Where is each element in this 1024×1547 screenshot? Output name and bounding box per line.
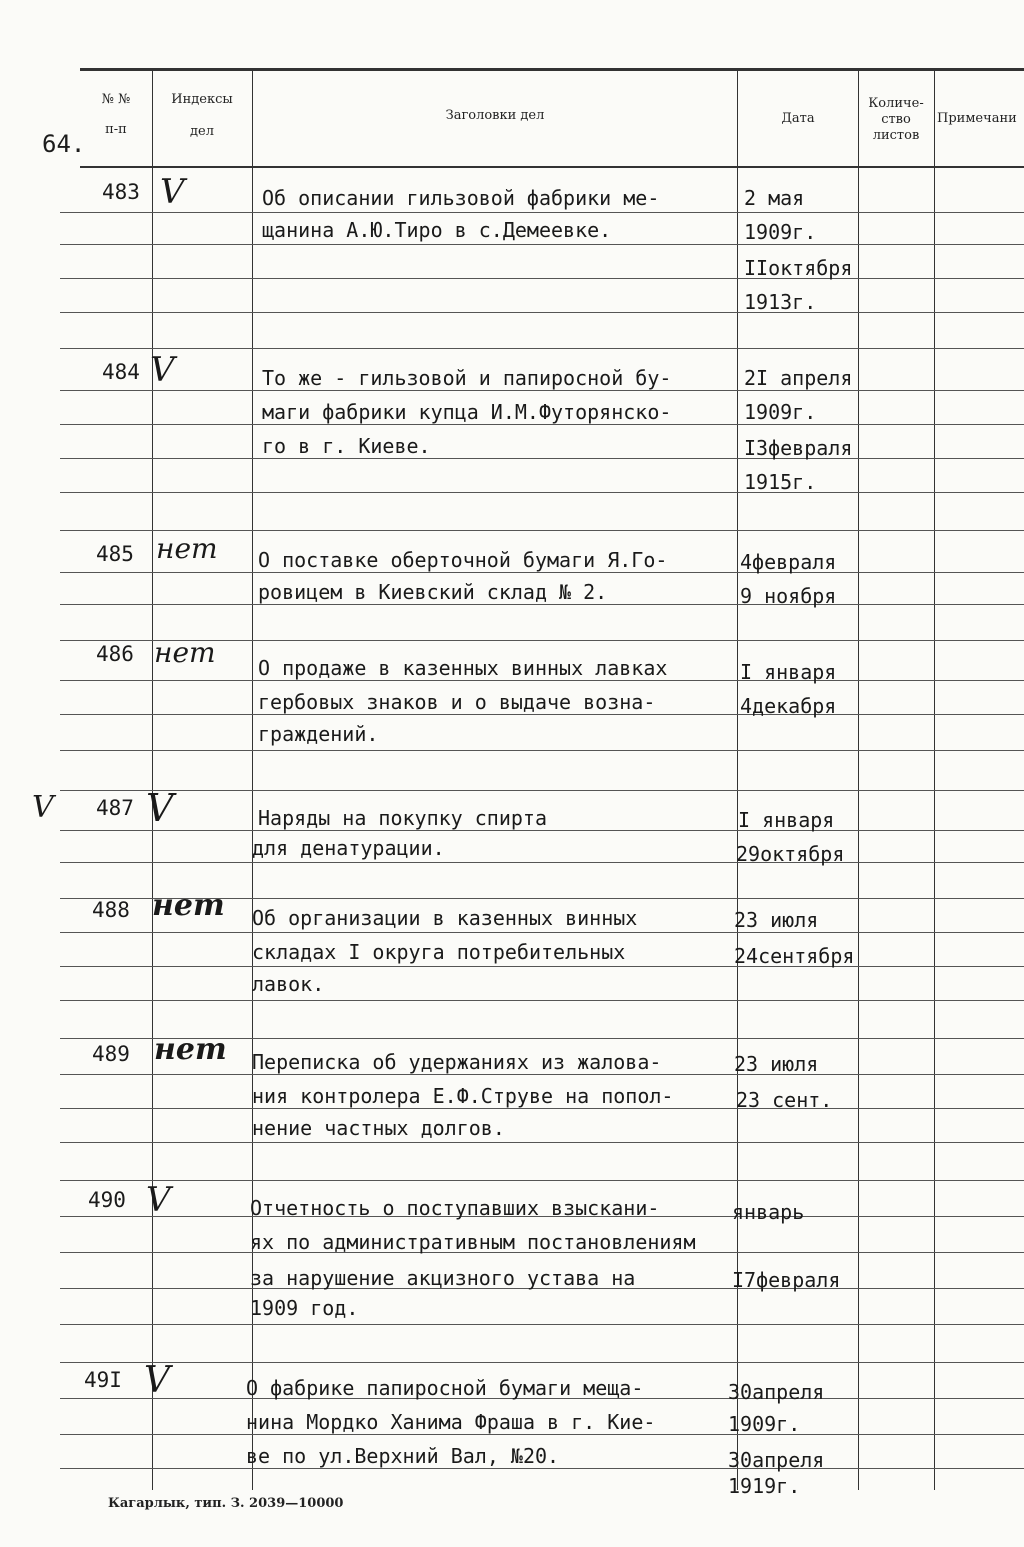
row-485-date-2: 9 ноября — [740, 584, 837, 608]
header-count-label-3: листов — [872, 128, 920, 143]
row-491-date-3: 30апреля — [728, 1448, 825, 1472]
row-485-date-1: 4февраля — [740, 550, 837, 574]
ledger-line — [60, 790, 1024, 791]
header-count-label-1: Количе- — [868, 96, 924, 111]
row-484-date-3: I3февраля — [744, 436, 853, 460]
row-488-date-1: 23 июля — [734, 908, 819, 932]
ledger-line — [60, 492, 1024, 493]
ledger-line — [60, 1074, 1024, 1075]
row-491-index-mark: V — [144, 1360, 170, 1401]
col-sep-4 — [858, 70, 859, 1490]
row-484-title-line-1: То же - гильзовой и папиросной бу- — [262, 366, 672, 390]
row-483-index-mark: V — [160, 172, 185, 212]
row-487-index-mark: V — [146, 786, 174, 830]
row-483-number: 483 — [102, 180, 140, 204]
header-index-sub: дел — [190, 124, 214, 139]
ledger-line — [60, 390, 1024, 391]
row-483-title-line-1: Об описании гильзовой фабрики ме- — [262, 186, 660, 210]
page-number: 64. — [42, 130, 86, 158]
header-top-rule — [80, 68, 1024, 71]
ledger-line — [60, 312, 1024, 313]
row-485-index-mark: нет — [156, 532, 218, 565]
row-486-date-2: 4декабря — [740, 694, 837, 718]
row-483-date-3: IIоктября — [744, 256, 853, 280]
margin-check-mark: V — [32, 790, 54, 825]
ledger-line — [60, 862, 1024, 863]
ledger-line — [60, 244, 1024, 245]
header-count-label-2: ство — [881, 112, 911, 127]
ledger-line — [60, 572, 1024, 573]
row-485-title-line-1: О поставке оберточной бумаги Я.Го- — [258, 548, 668, 572]
row-484-date-2: 1909г. — [744, 400, 817, 424]
header-note-label: Примечани — [937, 111, 1017, 126]
row-488-title-line-1: Об организации в казенных винных — [252, 906, 638, 930]
ledger-line — [60, 1362, 1024, 1363]
row-486-title-line-1: О продаже в казенных винных лавках — [258, 656, 668, 680]
row-487-number: 487 — [96, 796, 134, 820]
header-index-label: Индексы — [171, 92, 233, 107]
row-488-number: 488 — [92, 898, 130, 922]
ledger-line — [60, 1142, 1024, 1143]
row-483-date-4: 1913г. — [744, 290, 817, 314]
row-484-title-line-2: маги фабрики купца И.М.Футорянско- — [262, 400, 672, 424]
row-485-title-line-2: ровицем в Киевский склад № 2. — [258, 580, 608, 604]
row-490-date-3: I7февраля — [732, 1268, 841, 1292]
ledger-line — [60, 278, 1024, 279]
ledger-line — [60, 830, 1024, 831]
row-489-date-1: 23 июля — [734, 1052, 819, 1076]
row-484-title-line-3: го в г. Киеве. — [262, 434, 431, 458]
row-484-date-4: 1915г. — [744, 470, 817, 494]
ledger-line — [60, 530, 1024, 531]
ledger-line — [60, 714, 1024, 715]
ledger-line — [60, 424, 1024, 425]
row-491-date-2: 1909г. — [728, 1412, 801, 1436]
row-483-date-1: 2 мая — [744, 186, 805, 210]
row-488-title-line-3: лавок. — [252, 972, 325, 996]
row-489-title-line-2: ния контролера Е.Ф.Струве на попол- — [252, 1084, 674, 1108]
row-487-date-1: I января — [738, 808, 835, 832]
row-486-number: 486 — [96, 642, 134, 666]
row-491-title-line-1: О фабрике папиросной бумаги меща- — [246, 1376, 644, 1400]
printer-imprint: Кагарлык, тип. З. 2039—10000 — [108, 1496, 344, 1511]
row-491-date-4: 1919г. — [728, 1474, 801, 1498]
row-486-date-1: I января — [740, 660, 837, 684]
ledger-line — [60, 966, 1024, 967]
row-484-index-mark: V — [150, 350, 175, 390]
header-title-label: Заголовки дел — [445, 108, 545, 123]
row-486-title-line-2: гербовых знаков и о выдаче возна- — [258, 690, 656, 714]
row-488-index-mark: нет — [152, 888, 225, 923]
row-491-number: 49I — [84, 1368, 122, 1392]
header-date-label: Дата — [781, 111, 815, 126]
header-bottom-rule — [80, 166, 1024, 168]
header-num-label: № № — [101, 92, 131, 107]
row-488-title-line-2: складах I округа потребительных — [252, 940, 626, 964]
col-sep-5 — [934, 70, 935, 1490]
row-489-title-line-1: Переписка об удержаниях из жалова- — [252, 1050, 662, 1074]
ledger-line — [60, 212, 1024, 213]
ledger-line — [60, 604, 1024, 605]
row-490-title-line-4: 1909 год. — [250, 1296, 359, 1320]
ledger-line — [60, 680, 1024, 681]
row-488-date-2: 24сентября — [734, 944, 855, 968]
header-num-sub: п-п — [105, 122, 127, 137]
ledger-line — [60, 348, 1024, 349]
ledger-line — [60, 750, 1024, 751]
row-490-date-1: январь — [732, 1200, 805, 1224]
row-483-date-2: 1909г. — [744, 220, 817, 244]
ledger-line — [60, 458, 1024, 459]
row-484-date-1: 2I апреля — [744, 366, 853, 390]
row-490-title-line-2: ях по административным постановлениям — [250, 1230, 696, 1254]
ledger-line — [60, 1434, 1024, 1435]
ledger-line — [60, 1468, 1024, 1469]
row-490-number: 490 — [88, 1188, 126, 1212]
row-491-title-line-2: нина Мордко Ханима Фраша в г. Кие- — [246, 1410, 656, 1434]
row-490-index-mark: V — [146, 1180, 171, 1220]
row-487-date-2: 29октября — [736, 842, 845, 866]
row-485-number: 485 — [96, 542, 134, 566]
ledger-line — [60, 1000, 1024, 1001]
ledger-line — [60, 932, 1024, 933]
row-486-title-line-3: граждений. — [258, 722, 379, 746]
row-491-title-line-3: ве по ул.Верхний Вал, №20. — [246, 1444, 560, 1468]
row-489-index-mark: нет — [154, 1032, 227, 1067]
ledger-line — [60, 1108, 1024, 1109]
row-491-date-1: 30апреля — [728, 1380, 825, 1404]
ledger-line — [60, 1324, 1024, 1325]
row-487-title-line-2: для денатурации. — [252, 836, 445, 860]
row-484-number: 484 — [102, 360, 140, 384]
col-sep-1 — [152, 70, 153, 1490]
row-490-title-line-1: Отчетность о поступавших взыскани- — [250, 1196, 660, 1220]
ledger-line — [60, 1180, 1024, 1181]
row-486-index-mark: нет — [154, 636, 216, 669]
row-487-title-line-1: Наряды на покупку спирта — [258, 806, 547, 830]
row-489-date-2: 23 сент. — [736, 1088, 833, 1112]
row-489-title-line-3: нение частных долгов. — [252, 1116, 505, 1140]
row-489-number: 489 — [92, 1042, 130, 1066]
row-490-title-line-3: за нарушение акцизного устава на — [250, 1266, 636, 1290]
row-483-title-line-2: щанина А.Ю.Тиро в с.Демеевке. — [262, 218, 612, 242]
